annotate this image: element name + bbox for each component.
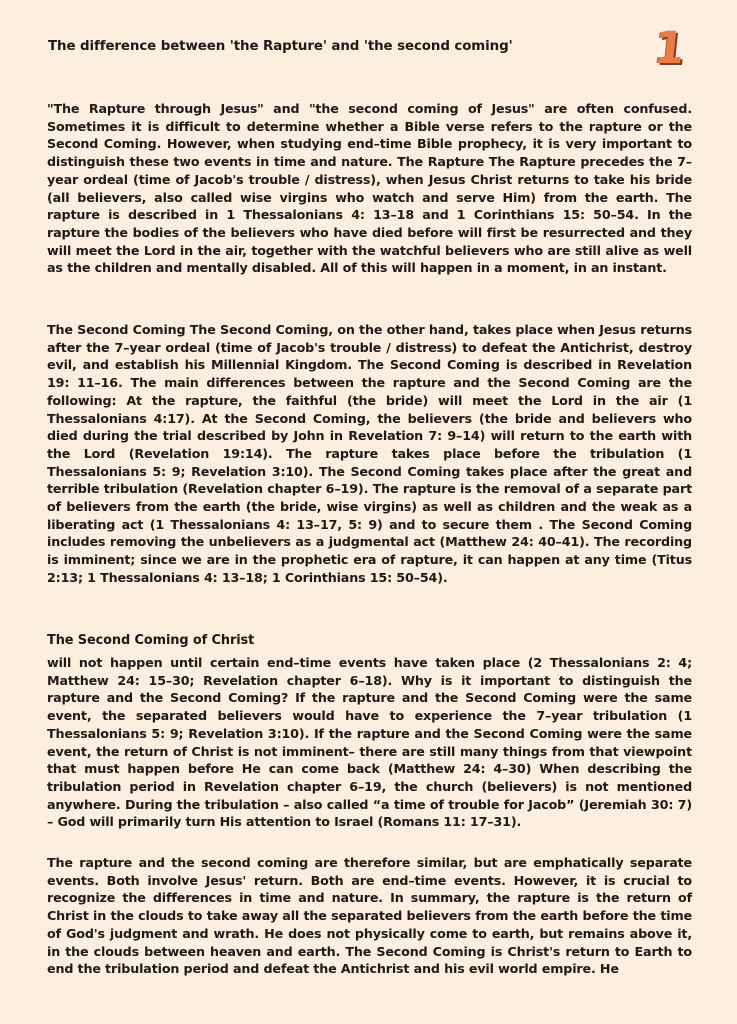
paragraph-second-coming-of-christ: will not happen until certain end–time events have taken place (2 Thessalonians 2: 4; Matthew 24: 15–30; Revelation chapter 6–18). Why is it important to distinguish the rapture and the Second Coming? If the rapture and the Second Coming were the same event, the separated believers would have to experience the 7–year tribulation (1 Thessalonians 5: 9; Revelation 3:10). If the rapture and the Second Coming were the same event, the return of Christ is not imminent– there are still many things from that viewpoint that must happen before He can come back (Matthew 24: 4–30) When describing the tribulation period in Revelation chapter 6–19, the church (believers) is not mentioned anywhere. During the tribulation – also called “a time of trouble for Jacob” (Jeremiah 30: 7) – God will primarily turn His attention to Israel (Romans 11: 17–31). [47,655,692,830]
page-heading: The difference between 'the Rapture' and 'the second coming' [48,39,513,54]
paragraph-rapture: "The Rapture through Jesus" and "the second coming of Jesus" are often confused. Sometimes it is difficult to determine whether a Bible verse refers to the rapture or the Second Coming. However, when studying end–time Bible prophecy, it is very important to distinguish these two events in time and nature. The Rapture The Rapture precedes the 7–year ordeal (time of Jacob's trouble / distress), when Jesus Christ returns to take his bride (all believers, also called wise virgins who watch and serve Him) from the earth. The rapture is described in 1 Thessalonians 4: 13–18 and 1 Corinthians 15: 50–54. In the rapture the bodies of the believers who have died before will first be resurrected and they will meet the Lord in the air, together with the watchful believers who are still alive as well as the children and mentally disabled. All of this will happen in a moment, in an instant. [47,101,692,276]
paragraph-summary: The rapture and the second coming are therefore similar, but are emphatically separate events. Both involve Jesus' return. Both are end–time events. However, it is crucial to recognize the differences in time and nature. In summary, the rapture is the return of Christ in the clouds to take away all the separated believers from the earth before the time of God's judgment and wrath. He does not physically come to earth, but remains above it, in the clouds between heaven and earth. The Second Coming is Christ's return to Earth to end the tribulation period and defeat the Antichrist and his evil world empire. He [47,855,692,977]
section-subheading: The Second Coming of Christ [47,633,255,648]
paragraph-second-coming: The Second Coming The Second Coming, on the other hand, takes place when Jesus returns after the 7–year ordeal (time of Jacob's trouble / distress) to defeat the Antichrist, destroy evil, and establish his Millennial Kingdom. The Second Coming is described in Revelation 19: 11–16. The main differences between the rapture and the Second Coming are the following: At the rapture, the faithful (the bride) will meet the Lord in the air (1 Thessalonians 4:17). At the Second Coming, the believers (the bride and believers who died during the trial described by John in Revelation 7: 9–14) will return to the earth with the Lord (Revelation 19:14). The rapture takes place before the tribulation (1 Thessalonians 5: 9; Revelation 3:10). The Second Coming takes place after the great and terrible tribulation (Revelation chapter 6–19). The rapture is the removal of a separate part of believers from the earth (the bride, wise virgins) as well as children and the weak as a liberating act (1 Thessalonians 4: 13–17, 5: 9) and to secure them . The Second Coming includes removing the unbelievers as a judgmental act (Matthew 24: 40–41). The recording is imminent; since we are in the prophetic era of rapture, it can happen at any time (Titus 2:13; 1 Thessalonians 4: 13–18; 1 Corinthians 15: 50–54). [47,322,692,585]
page-number: 1 [651,23,688,74]
